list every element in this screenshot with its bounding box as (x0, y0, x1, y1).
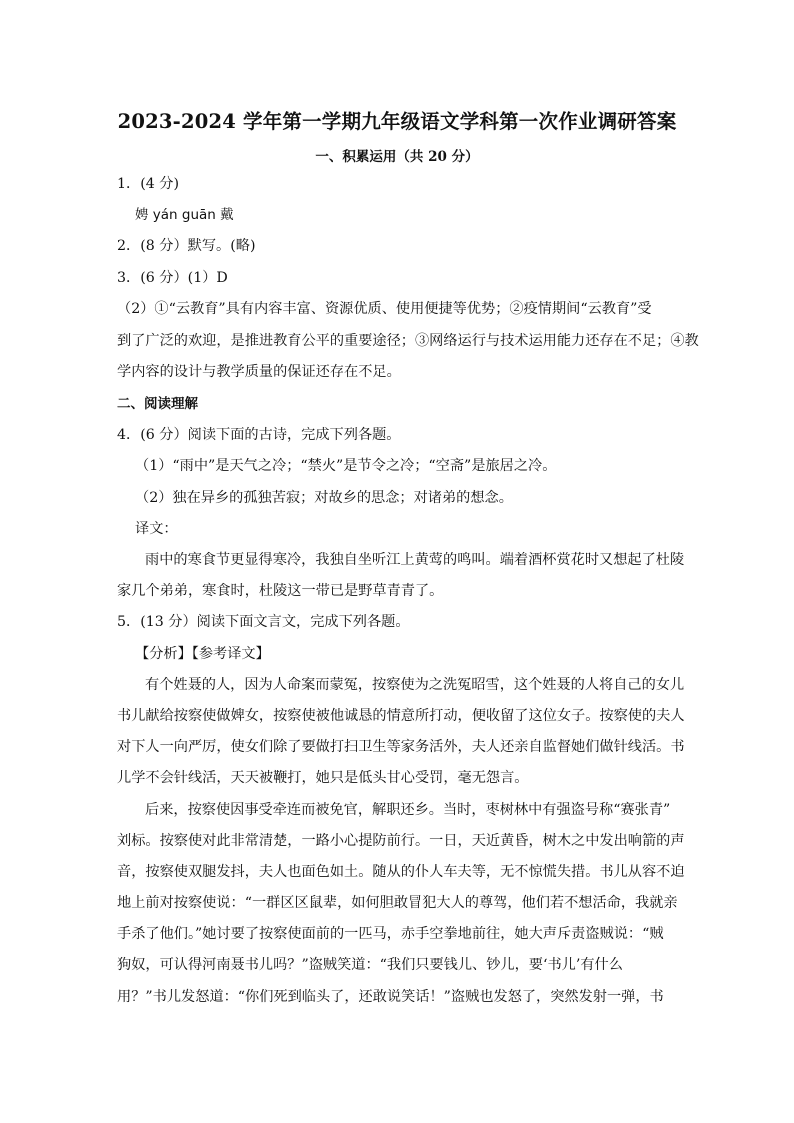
q5-paragraph-line: 书儿献给按察使做婢女，按察使被他诚恳的情意所打动，便收留了这位女子。按察使的夫人 (117, 708, 685, 724)
section-heading-reading: 二、阅读理解 (117, 396, 198, 412)
q3-part2-line: （2）①“云教育”具有内容丰富、资源优质、使用便捷等优势；②疫情期间“云教育”受 (117, 301, 652, 317)
q4-translation-line: 家几个弟弟，寒食时，杜陵这一带已是野草青青了。 (117, 583, 444, 599)
q5-paragraph-line: 后来，按察使因事受牵连而被免官，解职还乡。当时，枣树林中有强盗号称“赛张青” (145, 802, 671, 818)
q5-paragraph-line: 手杀了他们。”她讨要了按察使面前的一匹马，赤手空拳地前往，她大声斥责盗贼说：“贼 (117, 926, 664, 942)
q5-paragraph-line: 对下人一向严厉，使女们除了要做打扫卫生等家务活外，夫人还亲自监督她们做针线活。书 (117, 739, 685, 755)
q3-part2-line: 学内容的设计与教学质量的保证还存在不足。 (117, 364, 401, 380)
section-heading-accumulation: 一、积累运用（共 20 分） (315, 149, 479, 165)
q5-paragraph-line: 音，按察使双腿发抖，夫人也面色如土。随从的仆人车夫等，无不惊慌失措。书儿从容不迫 (117, 864, 685, 880)
q2-line: 2．(8 分）默写。(略) (117, 238, 256, 254)
q5-paragraph-line: 儿学不会针线活，天天被鞭打，她只是低头甘心受罚，毫无怨言。 (117, 770, 529, 786)
q4-translation-label: 译文： (135, 521, 178, 537)
q3-part1: 3．(6 分）(1）D (117, 270, 228, 286)
q4-translation-line: 雨中的寒食节更显得寒冷，我独自坐听江上黄莺的鸣叫。端着酒杯赏花时又想起了杜陵 (145, 552, 685, 568)
q5-paragraph-line: 狗奴，可认得河南聂书儿吗？”盗贼笑道：“我们只要钱儿、钞儿，要‘书儿’有什么 (117, 957, 623, 973)
q4-sub1: （1）“雨中”是天气之冷；“禁火”是节令之冷；“空斋”是旅居之冷。 (135, 458, 557, 474)
q4-sub2: （2）独在异乡的孤独苦寂；对故乡的思念；对诸弟的想念。 (135, 490, 513, 506)
q5-paragraph-line: 刘标。按察使对此非常清楚，一路小心提防前行。一日，天近黄昏，树木之中发出响箭的声 (117, 833, 685, 849)
q5-analysis-label: 【分析】【参考译文】 (135, 646, 270, 662)
q5-label: 5．(13 分）阅读下面文言文，完成下列各题。 (117, 614, 410, 630)
q1-answer: 娉 yán guān 戴 (135, 207, 234, 223)
q3-part2-line: 到了广泛的欢迎，是推进教育公平的重要途径；③网络运行与技术运用能力还存在不足；④教 (117, 333, 699, 349)
q5-paragraph-line: 用？”书儿发怒道：“你们死到临头了，还敢说笑话！”盗贼也发怒了，突然发射一弹，书 (117, 989, 664, 1005)
q4-label: 4．(6 分）阅读下面的古诗，完成下列各题。 (117, 427, 401, 443)
q5-paragraph-line: 地上前对按察使说：“一群区区鼠辈，如何胆敢冒犯大人的尊驾，他们若不想活命，我就亲 (117, 895, 678, 911)
q1-label: 1．(4 分) (117, 176, 180, 192)
document-title: 2023-2024 学年第一学期九年级语文学科第一次作业调研答案 (117, 110, 677, 133)
q5-paragraph-line: 有个姓聂的人，因为人命案而蒙冤，按察使为之洗冤昭雪，这个姓聂的人将自己的女儿 (145, 677, 685, 693)
